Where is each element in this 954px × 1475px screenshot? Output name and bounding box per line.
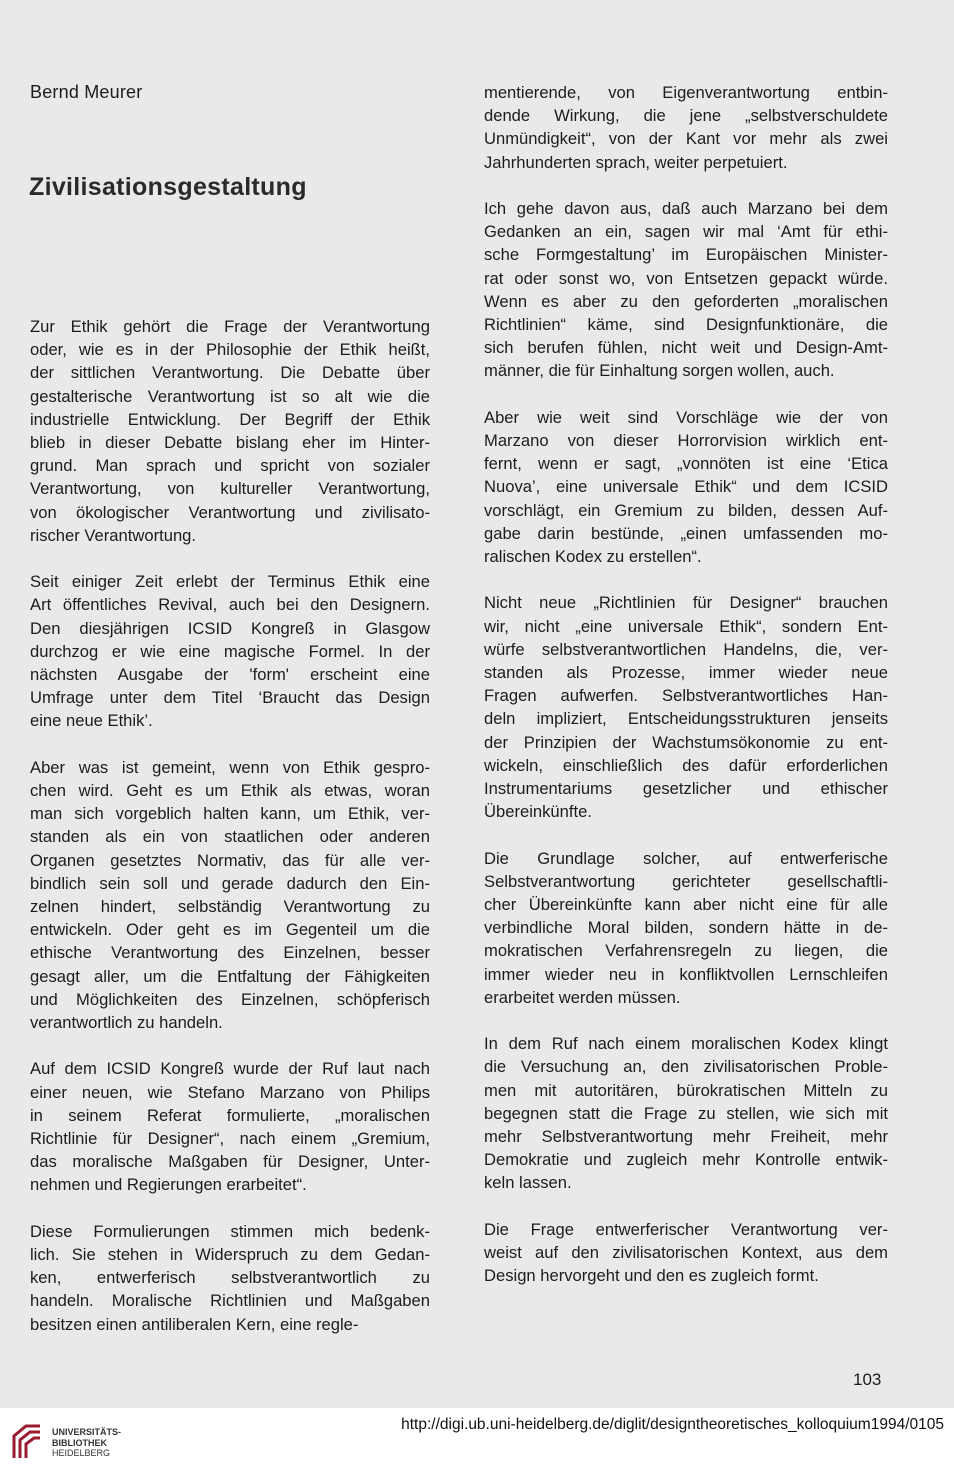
library-logo-icon[interactable]: [10, 1422, 44, 1462]
text-line: einer neuen, wie Stefano Marzano von Philips: [30, 1082, 430, 1102]
text-line: Aber wie weit sind Vorschläge wie der von: [484, 407, 888, 427]
text-line: sich berufen fühlen, nicht weit und Design-Amt-: [484, 338, 888, 358]
text-line: von ökologischer Verantwortung und zivilisato-: [30, 502, 430, 522]
text-line: begegnen statt die Frage zu stellen, wie sich mit: [484, 1103, 888, 1123]
text-line: mokratischen Verfahrensregeln zu liegen, die: [484, 941, 888, 961]
paragraph: [30, 756, 430, 1034]
text-line: men mit autoritären, bürokratischen Mitteln zu: [484, 1080, 888, 1100]
text-line: gabe darin bestünde, „einen umfassenden mo-: [484, 523, 888, 543]
logo-line-1: UNIVERSITÄTS-: [52, 1427, 122, 1437]
text-line: verantwortlich zu handeln.: [30, 1013, 223, 1033]
text-line: immer wieder neu in konfliktvollen Lernschleifen: [484, 964, 888, 984]
text-line: das moralische Maßgaben für Designer, Unter-: [30, 1152, 430, 1172]
text-line: ethische Verantwortung des Einzelnen, besser: [30, 943, 430, 963]
text-line: verbindliche Moral bilden, sondern hätte in de-: [484, 918, 888, 938]
text-line: mehr Selbstverantwortung mehr Freiheit, mehr: [484, 1127, 888, 1147]
text-line: der sittlichen Verantwortung. Die Debatte über: [30, 363, 430, 383]
paragraph: [484, 1218, 888, 1288]
text-line: Die Grundlage solcher, auf entwerferische: [484, 848, 888, 868]
text-line: wickeln, einschließlich des dafür erforderlichen: [484, 755, 888, 775]
text-line: ken, entwerferisch selbstverantwortlich zu: [30, 1268, 430, 1288]
text-line: Richtlinie für Designer“, nach einem „Gremium,: [30, 1129, 430, 1149]
text-line: bindlich sein soll und gerade dadurch den Ein-: [30, 873, 430, 893]
text-line: standen als Prozesse, immer wieder neue: [484, 663, 888, 683]
logo-line-3: HEIDELBERG: [52, 1448, 111, 1458]
paragraph: [484, 1032, 888, 1194]
text-line: weist auf den zivilisatorischen Kontext, aus dem: [484, 1243, 888, 1263]
text-line: chen wird. Geht es um Ethik als etwas, woran: [30, 781, 430, 801]
text-line: Fragen aufwerfen. Selbstverantwortliches Han-: [484, 686, 888, 706]
text-line: männer, die für Einhaltung sorgen wollen, auch.: [484, 361, 835, 381]
text-line: Nuova’, eine universale Ethik“ und dem ICSID: [484, 477, 888, 497]
text-line: Umfrage unter dem Titel ‘Braucht das Design: [30, 688, 430, 708]
source-url-link[interactable]: http://digi.ub.uni-heidelberg.de/diglit/designtheoretisches_kolloquium1994/0105: [401, 1416, 944, 1433]
text-line: Den diesjährigen ICSID Kongreß in Glasgow: [30, 618, 430, 638]
text-line: standen als ein von staatlichen oder anderen: [30, 827, 430, 847]
text-line: rischer Verantwortung.: [30, 525, 197, 545]
text-line: blieb in dieser Debatte bislang eher im Hinter-: [30, 433, 430, 453]
right-text-column: [484, 81, 888, 1311]
text-line: oder, wie es in der Philosophie der Ethik heißt,: [30, 340, 430, 360]
text-line: Ich gehe davon aus, daß auch Marzano bei dem: [484, 199, 888, 218]
text-line: cher Übereinkünfte kann aber nicht eine für alle: [484, 895, 888, 915]
text-line: besitzen einen antiliberalen Kern, eine regle-: [30, 1314, 359, 1334]
text-line: gestalterische Verantwortung ist so alt wie die: [30, 386, 430, 406]
text-line: grund. Man sprach und spricht von sozialer: [30, 456, 430, 476]
text-line: Instrumentariums gesetzlicher und ethischer: [484, 779, 888, 799]
text-line: erarbeitet werden müssen.: [484, 987, 681, 1007]
text-line: nehmen und Regierungen erarbeitet“.: [30, 1175, 307, 1195]
text-line: Demokratie und zugleich mehr Kontrolle entwik-: [484, 1150, 888, 1170]
footer-bar: [0, 1408, 954, 1475]
text-line: Verantwortung, von kultureller Verantwortung,: [30, 479, 430, 499]
text-line: handeln. Moralische Richtlinien und Maßgaben: [30, 1291, 430, 1311]
paragraph: [30, 570, 430, 732]
text-line: in seinem Referat formulierte, „moralischen: [30, 1105, 430, 1125]
text-line: Auf dem ICSID Kongreß wurde der Ruf laut nach: [30, 1059, 430, 1079]
text-line: Nicht neue „Richtlinien für Designer“ brauchen: [484, 593, 888, 613]
text-line: industrielle Entwicklung. Der Begriff der Ethik: [30, 409, 430, 429]
text-line: eine neue Ethik’.: [30, 711, 153, 731]
text-line: Zur Ethik gehört die Frage der Verantwortung: [30, 317, 430, 336]
text-line: Übereinkünfte.: [484, 802, 592, 822]
page-number: 103: [853, 1370, 882, 1389]
text-line: Diese Formulierungen stimmen mich bedenk-: [30, 1221, 430, 1241]
paragraph: [484, 847, 888, 1009]
text-line: zelnen hindert, selbständig Verantwortung zu: [30, 897, 430, 917]
paragraph: [484, 591, 888, 823]
text-line: deln impliziert, Entscheidungsstrukturen jenseits: [484, 709, 888, 729]
text-line: der Prinzipien der Wachstumsökonomie zu ent-: [484, 732, 888, 752]
text-line: entwickeln. Oder geht es im Gegenteil um die: [30, 920, 430, 940]
text-line: Seit einiger Zeit erlebt der Terminus Ethik eine: [30, 572, 430, 592]
text-line: gesagt aller, um die Entfaltung der Fähigkeiten: [30, 966, 430, 986]
text-line: dende Wirkung, die jene „selbstverschuldete: [484, 106, 888, 126]
text-line: Selbstverantwortung gerichteter gesellschaftli-: [484, 871, 888, 891]
text-line: Richtlinien“ käme, sind Designfunktionäre, die: [484, 315, 888, 335]
text-line: fernt, wenn er sagt, „vonnöten ist eine ‘Etica: [484, 454, 888, 474]
author-name: Bernd Meurer: [30, 82, 143, 102]
text-line: wir, nicht „eine universale Ethik“, sondern Ent-: [484, 616, 888, 636]
text-line: Gedanken an ein, sagen wir mal ‘Amt für ethi-: [484, 222, 888, 242]
article-title: Zivilisationsgestaltung: [29, 173, 307, 201]
text-line: vorschlägt, ein Gremium zu bilden, dessen Auf-: [484, 500, 888, 520]
text-line: und Möglichkeiten des Einzelnen, schöpferisch: [30, 989, 430, 1009]
text-line: keln lassen.: [484, 1173, 572, 1193]
text-line: Design hervorgeht und den es zugleich formt.: [484, 1266, 819, 1286]
text-line: sche Formgestaltung’ im Europäischen Minister-: [484, 245, 888, 265]
text-line: die Versuchung an, den zivilisatorischen Proble-: [484, 1057, 888, 1077]
paragraph: [484, 81, 888, 174]
paragraph: [30, 1220, 430, 1336]
paragraph: [484, 197, 888, 383]
text-line: Aber was ist gemeint, wenn von Ethik gespro-: [30, 757, 430, 777]
paragraph: [30, 315, 430, 547]
paragraph: [30, 1057, 430, 1196]
text-line: Wenn es aber zu den geforderten „moralischen: [484, 291, 888, 311]
text-line: rat oder sonst wo, von Entsetzen gepackt würde.: [484, 268, 888, 288]
text-line: nächsten Ausgabe der 'form' erscheint eine: [30, 665, 430, 685]
library-logo-text: [52, 1427, 121, 1459]
text-line: Art öffentliches Revival, auch bei den Designern.: [30, 595, 430, 615]
logo-line-2: BIBLIOTHEK: [52, 1437, 107, 1448]
text-line: lich. Sie stehen in Widerspruch zu dem Gedan-: [30, 1245, 430, 1265]
text-line: Organen gesetztes Normativ, das für alle ver-: [30, 850, 430, 870]
text-line: Die Frage entwerferischer Verantwortung ver-: [484, 1219, 888, 1239]
text-line: Unmündigkeit“, von der Kant vor mehr als zwei: [484, 129, 888, 149]
text-line: In dem Ruf nach einem moralischen Kodex klingt: [484, 1034, 888, 1054]
text-line: durchzog er wie eine magische Formel. In der: [30, 641, 430, 661]
text-line: würfe selbstverantwortlichen Handelns, die, ver-: [484, 639, 888, 659]
text-line: man sich vorgeblich halten kann, um Ethik, ver-: [30, 804, 430, 824]
text-line: mentierende, von Eigenverantwortung entbin-: [484, 83, 888, 102]
text-line: Marzano von dieser Horrorvision wirklich ent-: [484, 431, 888, 451]
paragraph: [484, 406, 888, 568]
left-text-column: [30, 315, 430, 1359]
text-line: Jahrhunderten sprach, weiter perpetuiert.: [484, 152, 788, 172]
text-line: ralischen Kodex zu erstellen“.: [484, 547, 702, 567]
